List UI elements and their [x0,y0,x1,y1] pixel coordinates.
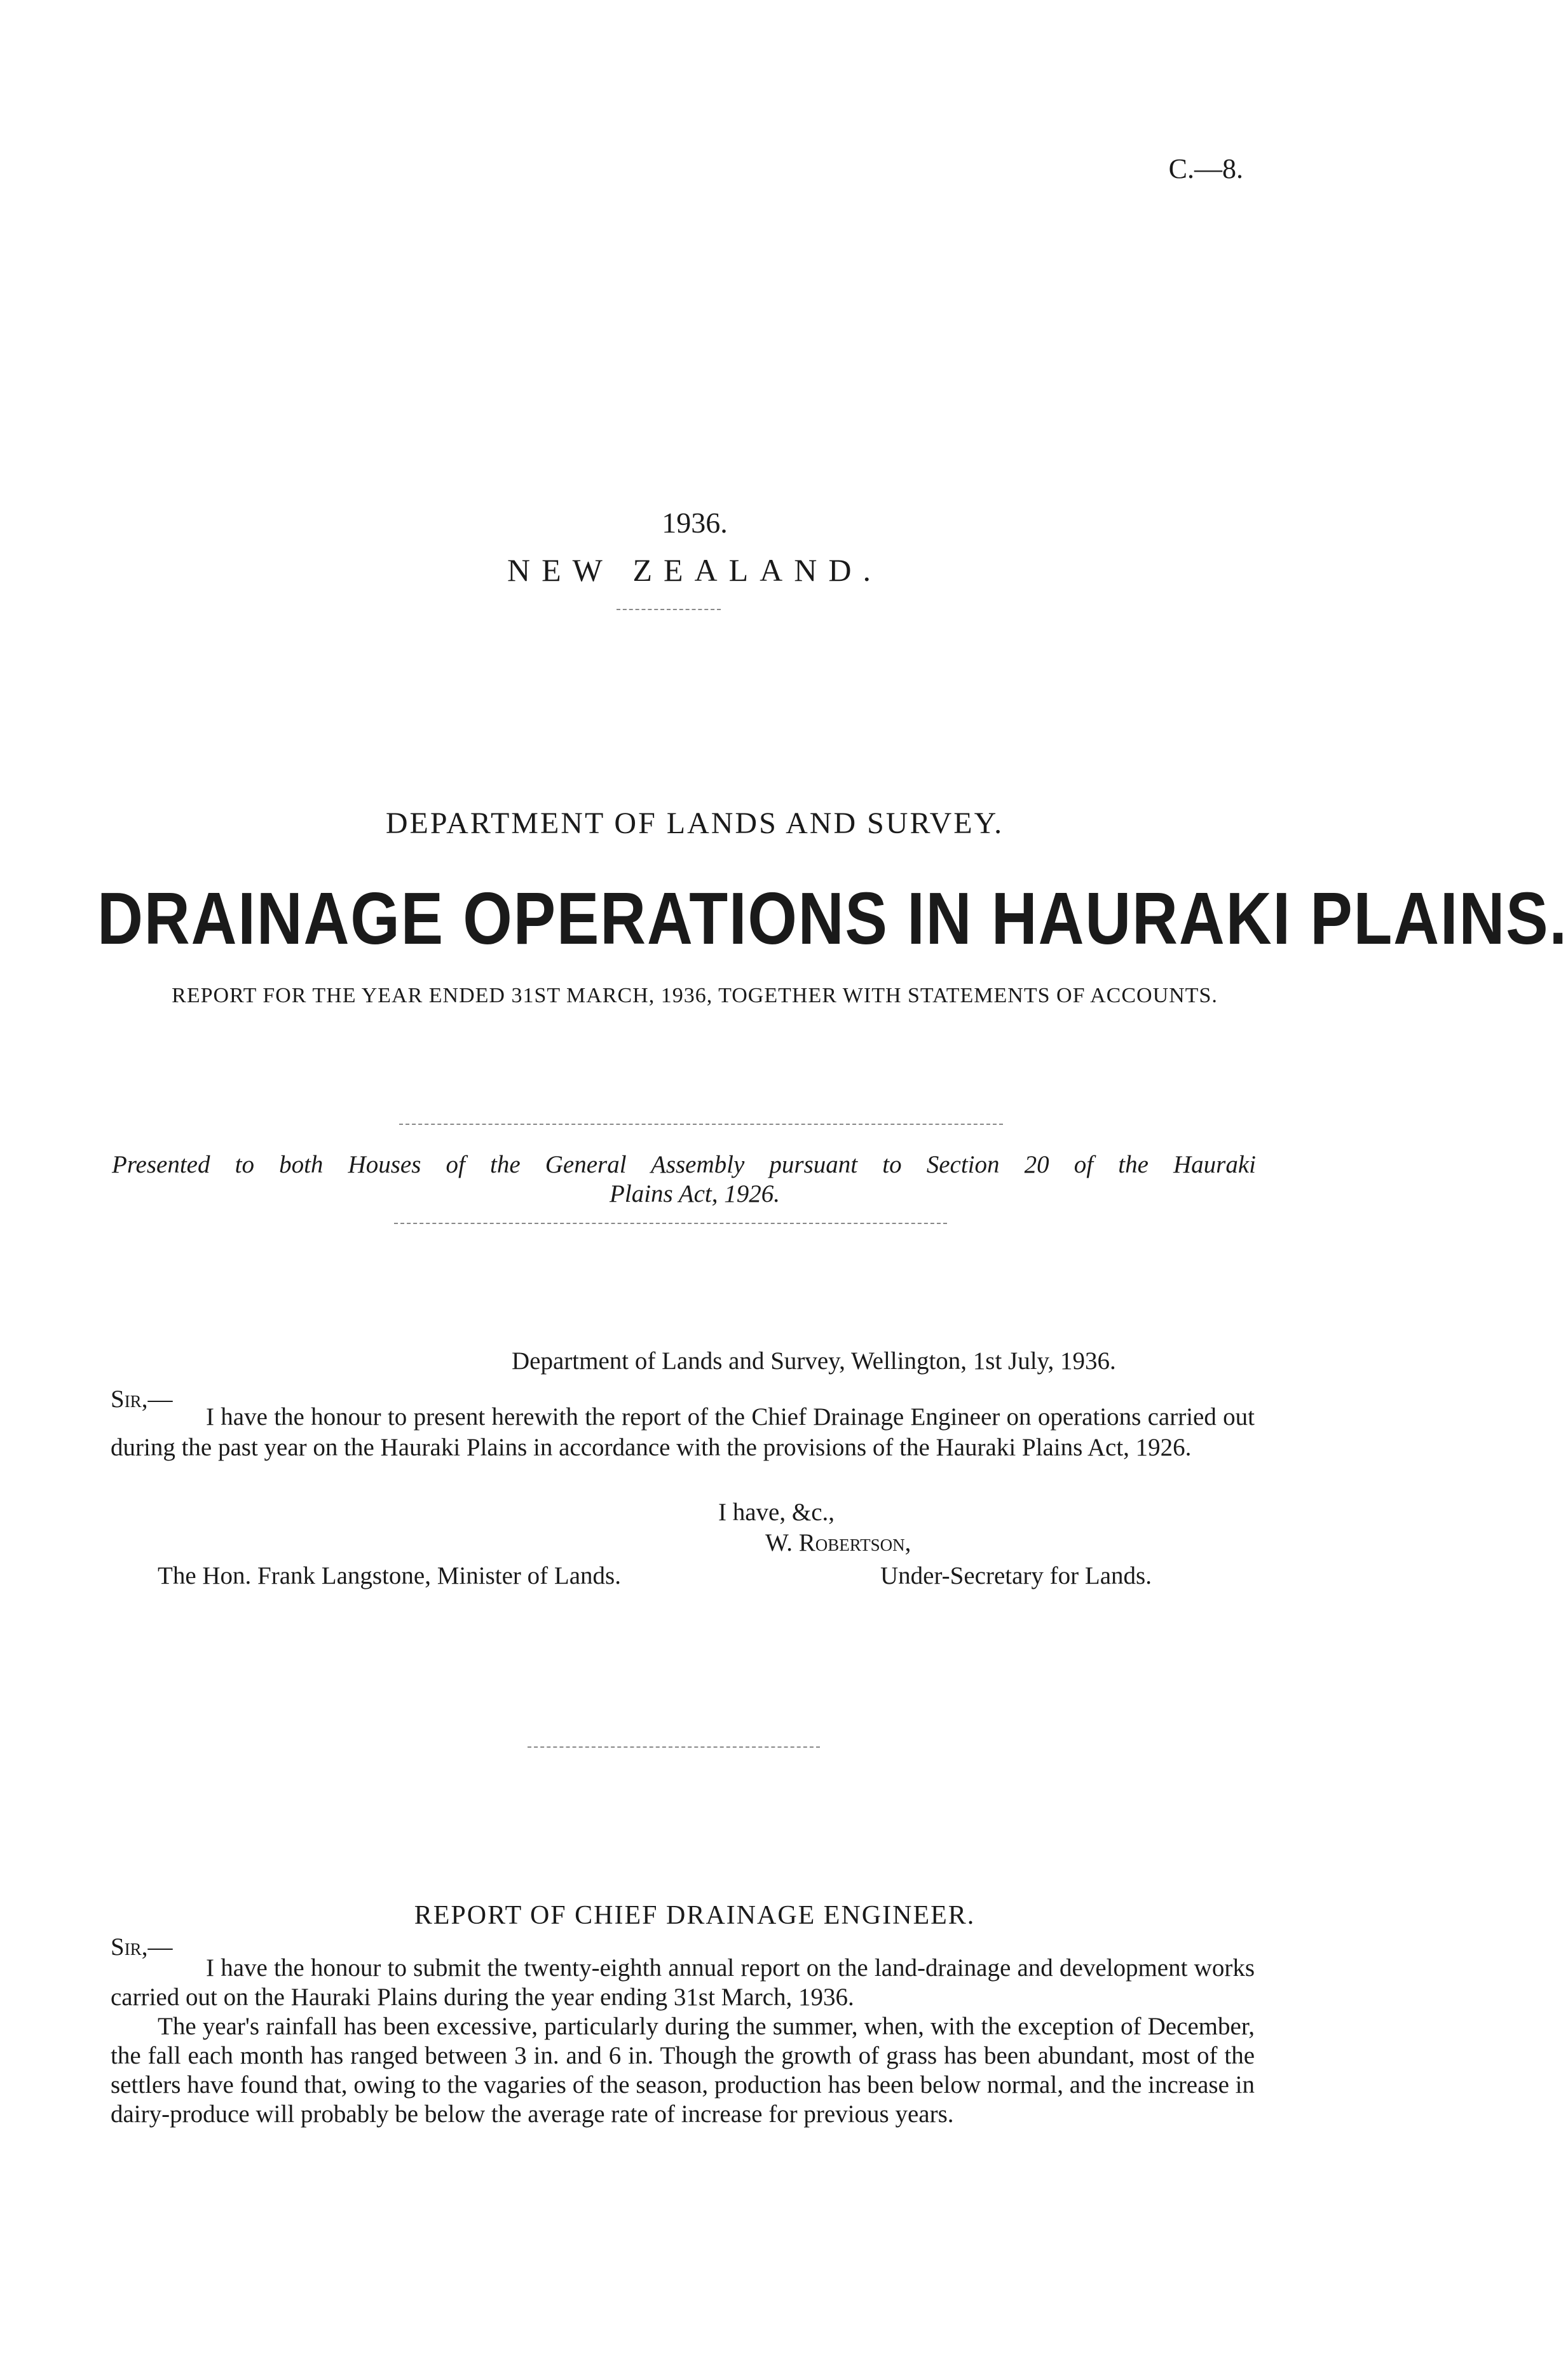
publication-year: 1936. [662,507,728,539]
divider-rule [617,609,721,610]
letter-dateline: Department of Lands and Survey, Wellington, 1st July, 1936. [512,1347,1116,1375]
report-body [111,1954,1255,2129]
signatory-title: Under-Secretary for Lands. [880,1562,1152,1589]
divider-rule [394,1223,947,1224]
report-subtitle: REPORT FOR THE YEAR ENDED 31ST MARCH, 1936, TOGETHER WITH STATEMENTS OF ACCOUNTS. [172,984,1218,1007]
presentation-note: Presented to both Houses of the General Assembly pursuant to Section 20 of the Hauraki [112,1151,1256,1178]
country-heading: NEW ZEALAND. [507,552,882,588]
report-salutation: Sir,— [111,1933,173,1961]
report-heading: REPORT OF CHIEF DRAINAGE ENGINEER. [414,1901,976,1930]
letter-salutation: Sir,— [111,1385,173,1413]
divider-rule [528,1746,820,1748]
letter-signatory: W. Robertson, [765,1529,911,1556]
letter-closing: I have, &c., [718,1499,835,1526]
report-paragraph: The year's rainfall has been excessive, particularly during the summer, when, with the exception of December, the fall each month has ranged between 3 in. and 6 in. Though the growth of grass has been abundant, most of the settlers have found that, owing to the vagaries of the season, production has been below normal, and the increase in dairy-produce will probably be below the average rate of increase for previous years. [111,2013,1255,2128]
report-paragraph: I have the honour to submit the twenty-eighth annual report on the land-drainage and development works carried out on the Hauraki Plains during the year ending 31st March, 1936. [111,1954,1255,2011]
presentation-note-continued: Plains Act, 1926. [610,1180,780,1208]
divider-rule [399,1124,1003,1125]
letter-body: I have the honour to present herewith the report of the Chief Drainage Engineer on operations carried out during the past year on the Hauraki Plains in accordance with the provisions of the Hauraki Plains Act, 1926. [111,1403,1255,1461]
department-heading: DEPARTMENT OF LANDS AND SURVEY. [385,806,1004,840]
report-title: DRAINAGE OPERATIONS IN HAURAKI PLAINS. [97,877,1568,960]
document-code: C.—8. [1168,153,1243,184]
letter-addressee: The Hon. Frank Langstone, Minister of Lands. [158,1562,621,1589]
